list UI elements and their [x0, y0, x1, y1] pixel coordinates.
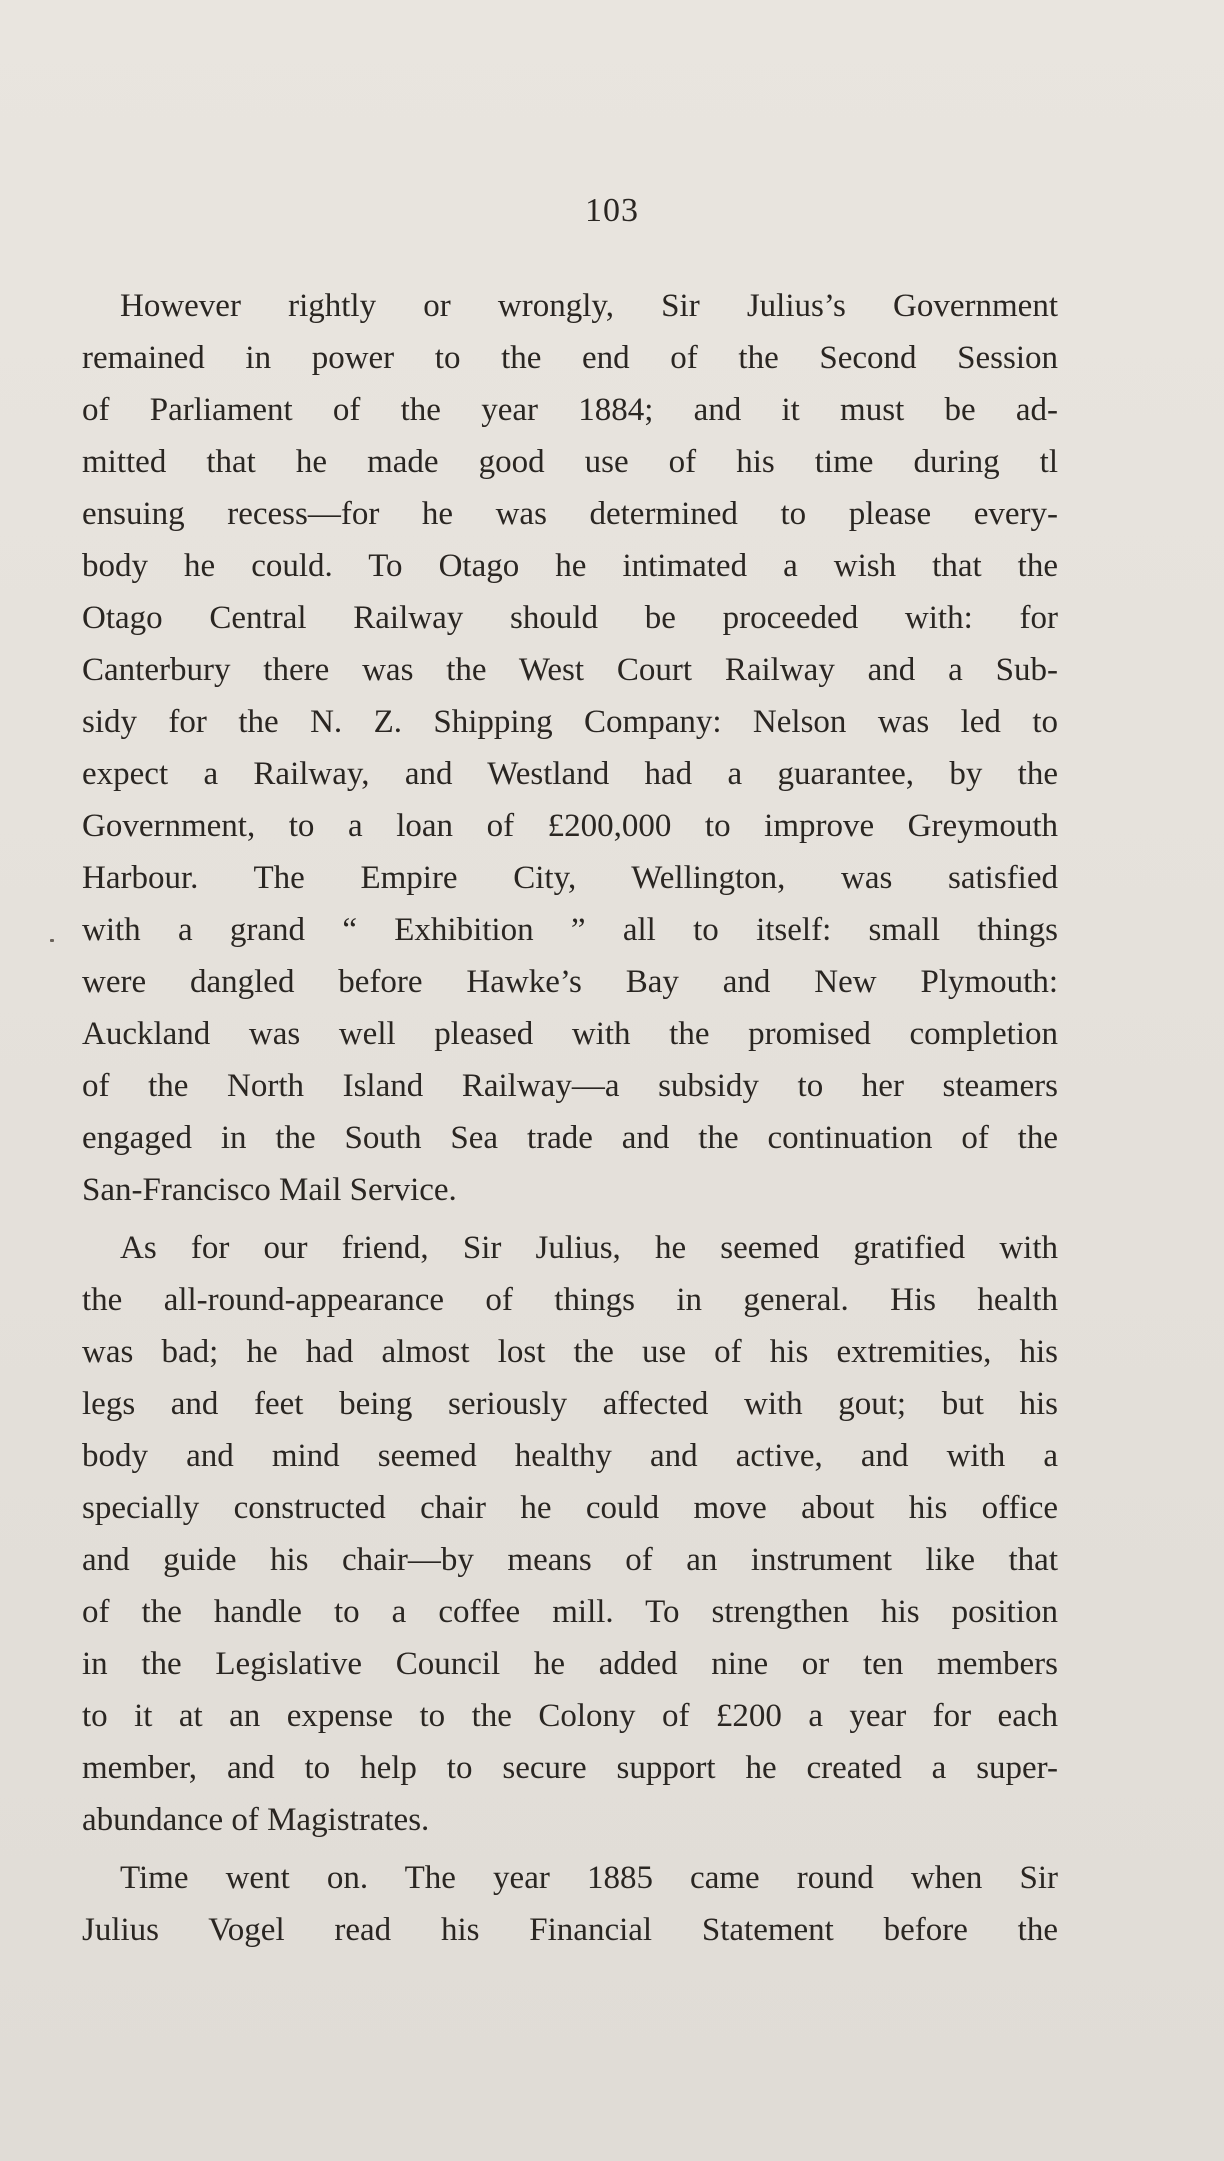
text-line: body he could. To Otago he intimated a wish that the: [82, 548, 1058, 584]
paragraph: [82, 280, 1058, 1216]
text-line: San-Francisco Mail Service.: [82, 1172, 457, 1208]
text-line: Canterbury there was the West Court Railway and a Sub-: [82, 652, 1058, 688]
margin-mark: [50, 939, 54, 942]
text-line: of the North Island Railway—a subsidy to her steamers: [82, 1068, 1058, 1104]
text-line: sidy for the N. Z. Shipping Company: Nelson was led to: [82, 704, 1058, 740]
text-line: of the handle to a coffee mill. To strengthen his position: [82, 1594, 1058, 1630]
text-line: Government, to a loan of £200,000 to improve Greymouth: [82, 808, 1058, 844]
text-line: Julius Vogel read his Financial Statement before the: [82, 1912, 1058, 1948]
text-line: were dangled before Hawke’s Bay and New Plymouth:: [82, 964, 1058, 1000]
text-line: and guide his chair—by means of an instrument like that: [82, 1542, 1058, 1578]
text-line: Auckland was well pleased with the promised completion: [82, 1016, 1058, 1052]
paragraph: [82, 1222, 1058, 1846]
text-line: engaged in the South Sea trade and the continuation of the: [82, 1120, 1058, 1156]
text-line: mitted that he made good use of his time during tl: [82, 444, 1058, 480]
text-line: the all-round-appearance of things in general. His health: [82, 1282, 1058, 1318]
paragraph: [82, 1852, 1058, 1956]
text-line: to it at an expense to the Colony of £200 a year for each: [82, 1698, 1058, 1734]
text-line: ensuing recess—for he was determined to please every-: [82, 496, 1058, 532]
text-line: Harbour. The Empire City, Wellington, was satisfied: [82, 860, 1058, 896]
body-text: [82, 280, 1058, 1956]
text-line: Otago Central Railway should be proceeded with: for: [82, 600, 1058, 636]
text-line: expect a Railway, and Westland had a guarantee, by the: [82, 756, 1058, 792]
page-number: 103: [585, 192, 639, 229]
text-line: body and mind seemed healthy and active, and with a: [82, 1438, 1058, 1474]
text-line: legs and feet being seriously affected with gout; but his: [82, 1386, 1058, 1422]
text-line: remained in power to the end of the Second Session: [82, 340, 1058, 376]
text-line: in the Legislative Council he added nine or ten members: [82, 1646, 1058, 1682]
text-line: member, and to help to secure support he created a super-: [82, 1750, 1058, 1786]
text-line: abundance of Magistrates.: [82, 1802, 430, 1838]
text-line: with a grand “ Exhibition ” all to itself: small things: [82, 912, 1058, 948]
text-line: As for our friend, Sir Julius, he seemed gratified with: [120, 1230, 1058, 1266]
text-line: was bad; he had almost lost the use of his extremities, his: [82, 1334, 1058, 1370]
text-line: specially constructed chair he could move about his office: [82, 1490, 1058, 1526]
text-line: However rightly or wrongly, Sir Julius’s Government: [120, 288, 1058, 324]
text-line: Time went on. The year 1885 came round when Sir: [120, 1860, 1058, 1896]
text-line: of Parliament of the year 1884; and it must be ad-: [82, 392, 1058, 428]
